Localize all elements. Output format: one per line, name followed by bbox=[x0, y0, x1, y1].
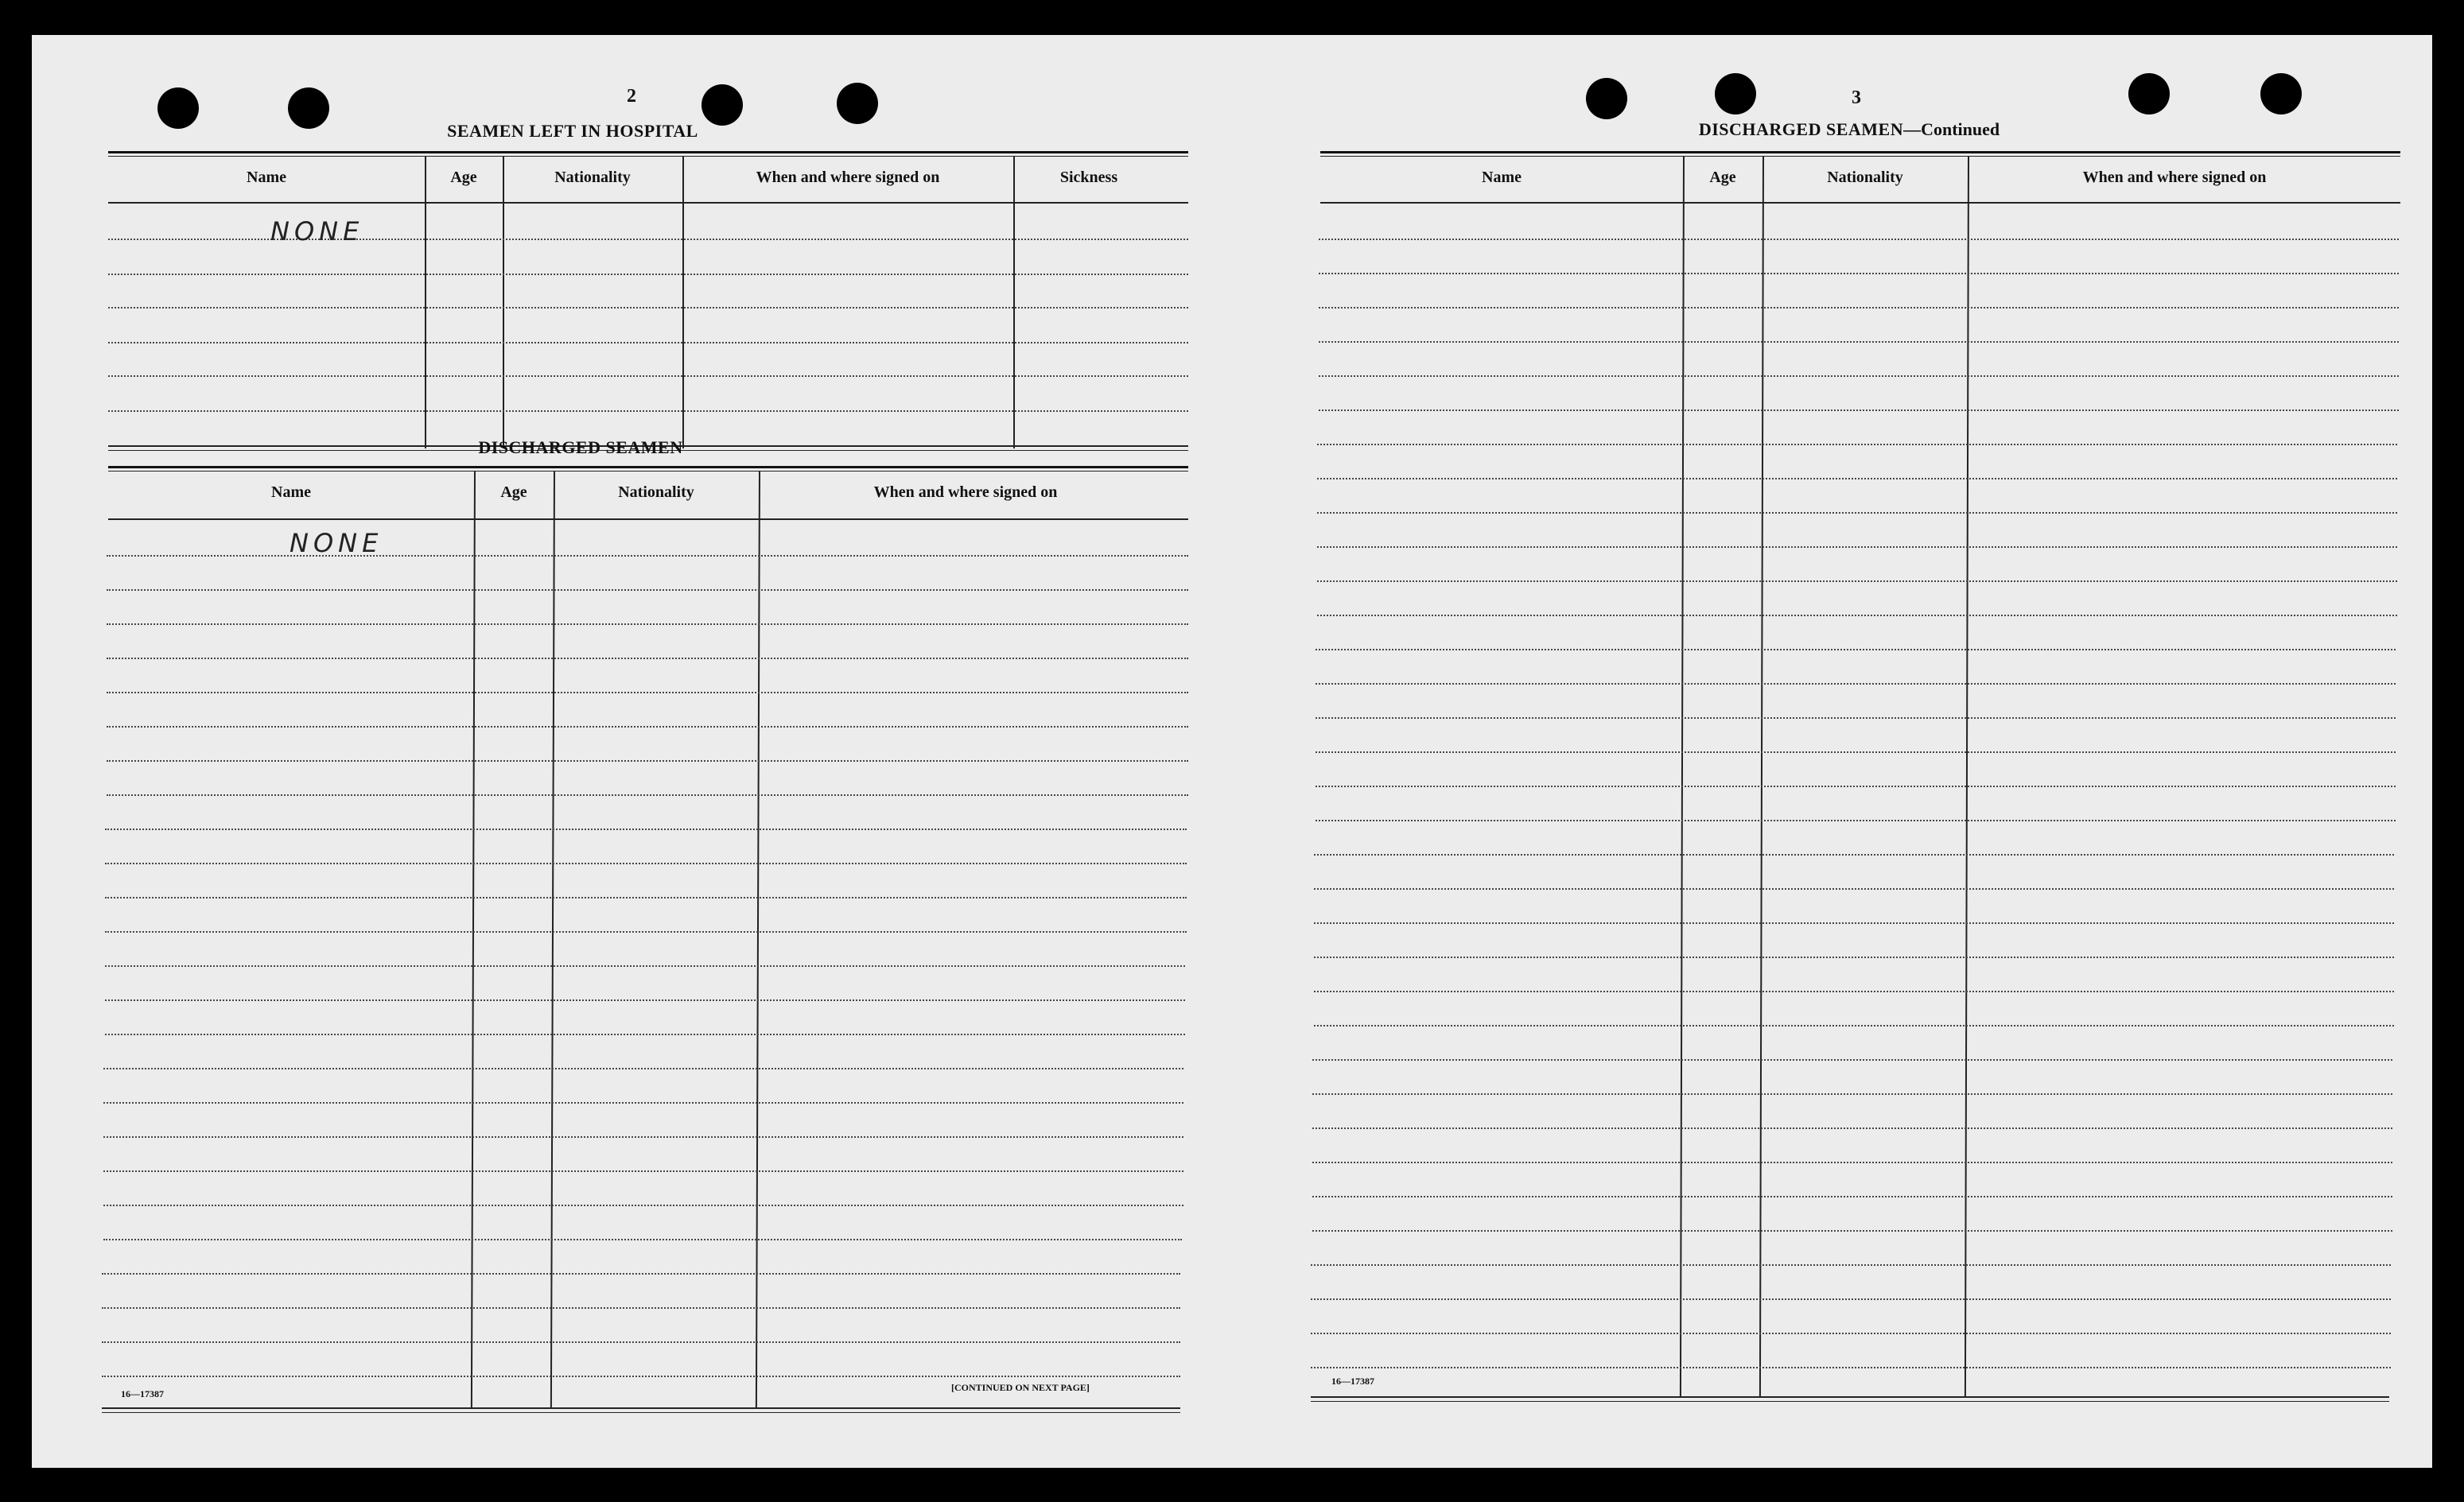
row-line bbox=[102, 1376, 1180, 1377]
row-line bbox=[1311, 1298, 2391, 1300]
row-line bbox=[1311, 1333, 2391, 1334]
row-line bbox=[1316, 786, 2396, 787]
discharged-section-title: DISCHARGED SEAMEN bbox=[478, 437, 683, 457]
title-main: DISCHARGED SEAMEN bbox=[1698, 119, 1904, 139]
column-header-sickness: Sickness bbox=[1059, 169, 1118, 186]
row-line bbox=[103, 1102, 1183, 1104]
column-header-name: Name bbox=[1482, 169, 1522, 186]
row-line bbox=[105, 999, 1185, 1001]
row-line bbox=[103, 1136, 1183, 1138]
row-line bbox=[1311, 1367, 2391, 1368]
document-sheet bbox=[32, 35, 2432, 1468]
table-top-rule bbox=[108, 156, 1188, 157]
column-header-nationality: Nationality bbox=[554, 169, 631, 186]
row-line bbox=[1314, 991, 2394, 992]
column-divider bbox=[1013, 156, 1015, 448]
row-line bbox=[1317, 615, 2397, 616]
row-line bbox=[108, 375, 1188, 377]
row-line bbox=[1312, 1162, 2392, 1163]
row-line bbox=[102, 1341, 1180, 1343]
table-top-rule bbox=[108, 151, 1188, 153]
punch-hole bbox=[702, 84, 743, 126]
header-rule bbox=[108, 518, 1188, 520]
column-divider bbox=[471, 471, 476, 1407]
row-line bbox=[1319, 307, 2399, 309]
row-line bbox=[103, 1170, 1183, 1172]
column-header-signed-on: When and where signed on bbox=[2082, 169, 2267, 186]
row-line bbox=[103, 1239, 1182, 1240]
row-line bbox=[103, 1205, 1183, 1206]
row-line bbox=[1316, 717, 2396, 719]
discharged-continued-title bbox=[1662, 119, 2036, 140]
row-line bbox=[1317, 512, 2397, 514]
row-line bbox=[1319, 341, 2399, 343]
row-line bbox=[103, 1068, 1183, 1069]
handwritten-entry: NONE bbox=[290, 528, 383, 558]
header-rule bbox=[108, 202, 1188, 204]
page-number: 2 bbox=[627, 86, 636, 107]
table-bottom-rule bbox=[1311, 1401, 2389, 1402]
column-header-nationality: Nationality bbox=[618, 483, 694, 501]
title-suffix: —Continued bbox=[1903, 119, 2000, 139]
row-line bbox=[107, 623, 1188, 625]
column-divider bbox=[756, 471, 760, 1407]
row-line bbox=[1317, 580, 2397, 582]
column-header-age: Age bbox=[450, 169, 477, 186]
table-top-rule bbox=[108, 471, 1188, 472]
column-header-age: Age bbox=[500, 483, 527, 501]
row-line bbox=[105, 829, 1187, 830]
row-line bbox=[108, 410, 1188, 412]
row-line bbox=[1314, 854, 2394, 856]
punch-hole bbox=[288, 87, 329, 129]
column-divider bbox=[425, 156, 426, 448]
row-line bbox=[1316, 751, 2396, 753]
row-line bbox=[1317, 444, 2397, 445]
table-bottom-rule bbox=[102, 1412, 1180, 1413]
column-header-signed-on: When and where signed on bbox=[756, 169, 940, 186]
punch-hole bbox=[1715, 73, 1756, 114]
column-header-signed-on: When and where signed on bbox=[873, 483, 1058, 501]
row-line bbox=[105, 965, 1185, 967]
table-bottom-rule bbox=[1311, 1396, 2389, 1398]
table-top-rule bbox=[1320, 151, 2400, 153]
row-line bbox=[108, 342, 1188, 343]
table-top-rule bbox=[1320, 156, 2400, 157]
row-line bbox=[1316, 820, 2396, 821]
row-line bbox=[107, 794, 1188, 796]
row-line bbox=[1319, 375, 2399, 377]
form-number: 16—17387 bbox=[1331, 1376, 1374, 1387]
row-line bbox=[107, 658, 1188, 659]
row-line bbox=[1317, 546, 2397, 548]
row-line bbox=[107, 760, 1188, 762]
row-line bbox=[105, 931, 1187, 933]
row-line bbox=[102, 1273, 1180, 1275]
punch-hole bbox=[2128, 73, 2170, 114]
row-line bbox=[1316, 683, 2396, 685]
row-line bbox=[1312, 1196, 2392, 1197]
column-header-name: Name bbox=[247, 169, 286, 186]
row-line bbox=[105, 1034, 1185, 1035]
row-line bbox=[108, 274, 1188, 275]
punch-hole bbox=[2260, 73, 2302, 114]
punch-hole bbox=[157, 87, 199, 129]
table-top-rule bbox=[108, 466, 1188, 468]
row-line bbox=[1312, 1230, 2392, 1232]
column-header-age: Age bbox=[1709, 169, 1736, 186]
handwritten-entry: NONE bbox=[270, 216, 364, 246]
punch-hole bbox=[837, 83, 878, 124]
row-line bbox=[105, 863, 1187, 864]
punch-hole bbox=[1586, 78, 1627, 119]
row-line bbox=[107, 726, 1188, 728]
row-line bbox=[1316, 649, 2396, 650]
row-line bbox=[1317, 478, 2397, 479]
column-header-name: Name bbox=[271, 483, 311, 501]
row-line bbox=[107, 692, 1188, 693]
row-line bbox=[1311, 1264, 2391, 1266]
row-line bbox=[1312, 1059, 2392, 1061]
row-line bbox=[1314, 888, 2394, 890]
row-line bbox=[1312, 1093, 2392, 1095]
row-line bbox=[107, 589, 1188, 591]
row-line bbox=[107, 555, 1188, 557]
row-line bbox=[105, 897, 1187, 898]
column-divider bbox=[503, 156, 504, 448]
row-line bbox=[1319, 273, 2399, 274]
row-line bbox=[1314, 922, 2394, 924]
row-line bbox=[108, 307, 1188, 309]
header-rule bbox=[1320, 202, 2400, 204]
column-divider bbox=[550, 471, 555, 1407]
row-line bbox=[102, 1307, 1180, 1309]
column-divider bbox=[682, 156, 684, 448]
row-line bbox=[1319, 409, 2399, 411]
row-line bbox=[1319, 239, 2399, 240]
row-line bbox=[1314, 1025, 2394, 1027]
hospital-section-title: SEAMEN LEFT IN HOSPITAL bbox=[447, 121, 698, 141]
table-bottom-rule bbox=[102, 1407, 1180, 1409]
row-line bbox=[1312, 1127, 2392, 1129]
continued-note: [CONTINUED ON NEXT PAGE] bbox=[951, 1382, 1090, 1393]
form-number: 16—17387 bbox=[121, 1388, 164, 1399]
row-line bbox=[1314, 957, 2394, 958]
page-number: 3 bbox=[1852, 87, 1861, 108]
column-header-nationality: Nationality bbox=[1827, 169, 1903, 186]
